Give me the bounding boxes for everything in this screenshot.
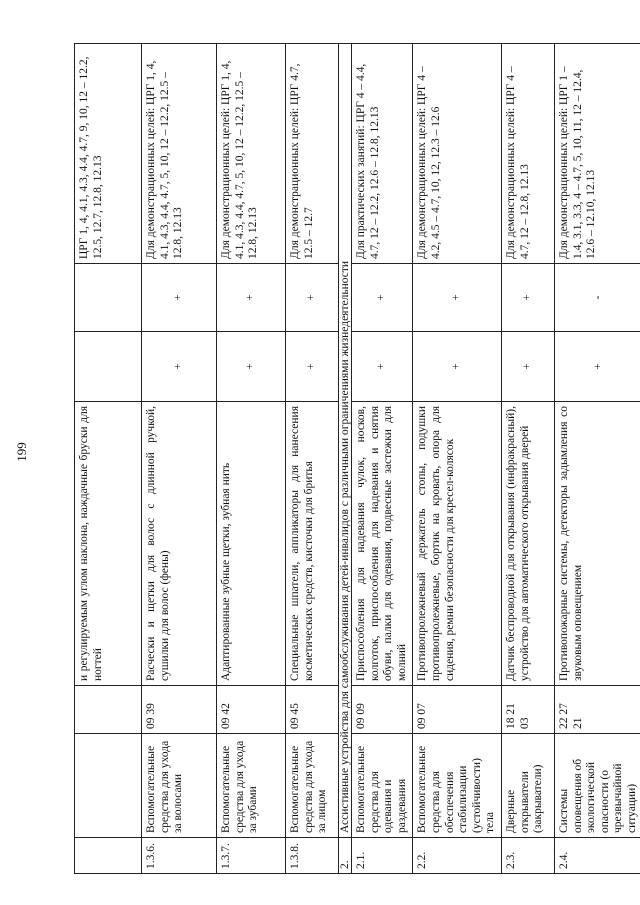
row-number — [75, 838, 142, 874]
device-name: Дверные открыватели (закрыватели) — [501, 734, 554, 838]
device-code: 09 42 — [217, 686, 286, 734]
row-number: 2.1. — [352, 838, 413, 874]
assistive-devices-table — [74, 43, 640, 874]
device-note: ЦРГ 1, 4, 4.1, 4.3, 4.4, 4.7, 9, 10, 12 – 12.2, 12.5, 12.7, 12.8, 12.13 — [75, 44, 142, 264]
device-description: Датчик беспроводной для открывания (инфракрасный), устройство для автоматического открывания дверей — [501, 402, 554, 686]
device-description: Противопожарные системы, детекторы задымления со звуковым оповещением — [554, 402, 640, 686]
table-row — [75, 44, 142, 874]
row-number: 1.3.7. — [217, 838, 286, 874]
table-row — [413, 44, 502, 874]
device-name: Вспомогательные средства для ухода за зубами — [217, 734, 286, 838]
device-code: 09 09 — [352, 686, 413, 734]
section-header-row — [339, 44, 352, 874]
device-description: Приспособления для надевания чулок, носков, колготок, приспособления для надевания и снятия обуви, палки для одевания, подвесные застежки для молний — [352, 402, 413, 686]
device-name: Вспомогательные средства для обеспечения стабилизации (устойчивости) тела — [413, 734, 502, 838]
device-code: 18 21 03 — [501, 686, 554, 734]
device-description: Адаптированные зубные щетки, зубная нить — [217, 402, 286, 686]
mark-column-2: + — [142, 264, 217, 332]
device-note: Для демонстрационных целей: ЦРГ 1 – 1.4, 3.1, 3.3, 4 – 4.7, 5, 10, 11, 12 – 12.4, 12.6 – 12.10, 12.13 — [554, 44, 640, 264]
device-code: 09 07 — [413, 686, 502, 734]
mark-column-2: + — [501, 264, 554, 332]
row-number: 2.4. — [554, 838, 640, 874]
table-row — [286, 44, 339, 874]
device-description: Расчески и щетки для волос с длинной ручкой, сушилки для волос (фены) — [142, 402, 217, 686]
device-name: Системы оповещения об экологической опасности (о чрезвычайной ситуации) — [554, 734, 640, 838]
mark-column-2: - — [554, 264, 640, 332]
row-number: 1.3.6. — [142, 838, 217, 874]
device-note: Для демонстрационных целей: ЦРГ 4.7, 12.5 – 12.7 — [286, 44, 339, 264]
section-number: 2. — [339, 838, 352, 874]
device-code: 22 27 21 — [554, 686, 640, 734]
rotated-table-container — [74, 44, 638, 874]
device-code: 09 39 — [142, 686, 217, 734]
mark-column-2: + — [352, 264, 413, 332]
row-number: 1.3.8. — [286, 838, 339, 874]
table-row — [554, 44, 640, 874]
table-row — [352, 44, 413, 874]
page-number: 199 — [14, 442, 29, 462]
row-number: 2.3. — [501, 838, 554, 874]
device-note: Для демонстрационных целей: ЦРГ 1, 4, 4.1, 4.3, 4.4, 4.7, 5, 10, 12 – 12.2, 12.5 – 12.8, 12.13 — [142, 44, 217, 264]
mark-column-1: + — [217, 332, 286, 402]
mark-column-2: + — [286, 264, 339, 332]
device-name: Вспомогательные средства для одевания и раздевания — [352, 734, 413, 838]
device-note: Для практических занятий: ЦРГ 4 – 4.4, 4.7, 12 – 12.2, 12.6 – 12.8, 12.13 — [352, 44, 413, 264]
mark-column-2: + — [413, 264, 502, 332]
device-name: Вспомогательные средства для ухода за волосами — [142, 734, 217, 838]
device-description: Специальные шпатели, аппликаторы для нанесения косметических средств, кисточки для бритья — [286, 402, 339, 686]
mark-column-1: + — [554, 332, 640, 402]
device-code: 09 45 — [286, 686, 339, 734]
device-name — [75, 734, 142, 838]
device-note: Для демонстрационных целей: ЦРГ 4 – 4.2, 4.5 – 4.7, 10, 12, 12.3 – 12.6 — [413, 44, 502, 264]
mark-column-2 — [75, 264, 142, 332]
device-name: Вспомогательные средства для ухода за лицом — [286, 734, 339, 838]
mark-column-1 — [75, 332, 142, 402]
mark-column-1: + — [352, 332, 413, 402]
mark-column-2: + — [217, 264, 286, 332]
table-row — [142, 44, 217, 874]
device-description: Противопролежневый держатель стопы, подушки противопролежневые, бортик на кровать, опора для сидения, ремни безопасности для кресел-колясок — [413, 402, 502, 686]
table-row — [501, 44, 554, 874]
section-title: Ассистивные устройства для самообслуживания детей-инвалидов с различными ограничениями жизнедеятельности — [339, 44, 352, 838]
mark-column-1: + — [142, 332, 217, 402]
device-note: Для демонстрационных целей: ЦРГ 1, 4, 4.1, 4.3, 4.4, 4.7, 5, 10, 12 – 12.2, 12.5 – 12.8, 12.13 — [217, 44, 286, 264]
device-note: Для демонстрационных целей: ЦРГ 4 – 4.7, 12 – 12.8, 12.13 — [501, 44, 554, 264]
mark-column-1: + — [286, 332, 339, 402]
row-number: 2.2. — [413, 838, 502, 874]
device-code — [75, 686, 142, 734]
device-description: и регулируемым углом наклона, наждачные бруски для ногтей — [75, 402, 142, 686]
mark-column-1: + — [501, 332, 554, 402]
table-row — [217, 44, 286, 874]
mark-column-1: + — [413, 332, 502, 402]
